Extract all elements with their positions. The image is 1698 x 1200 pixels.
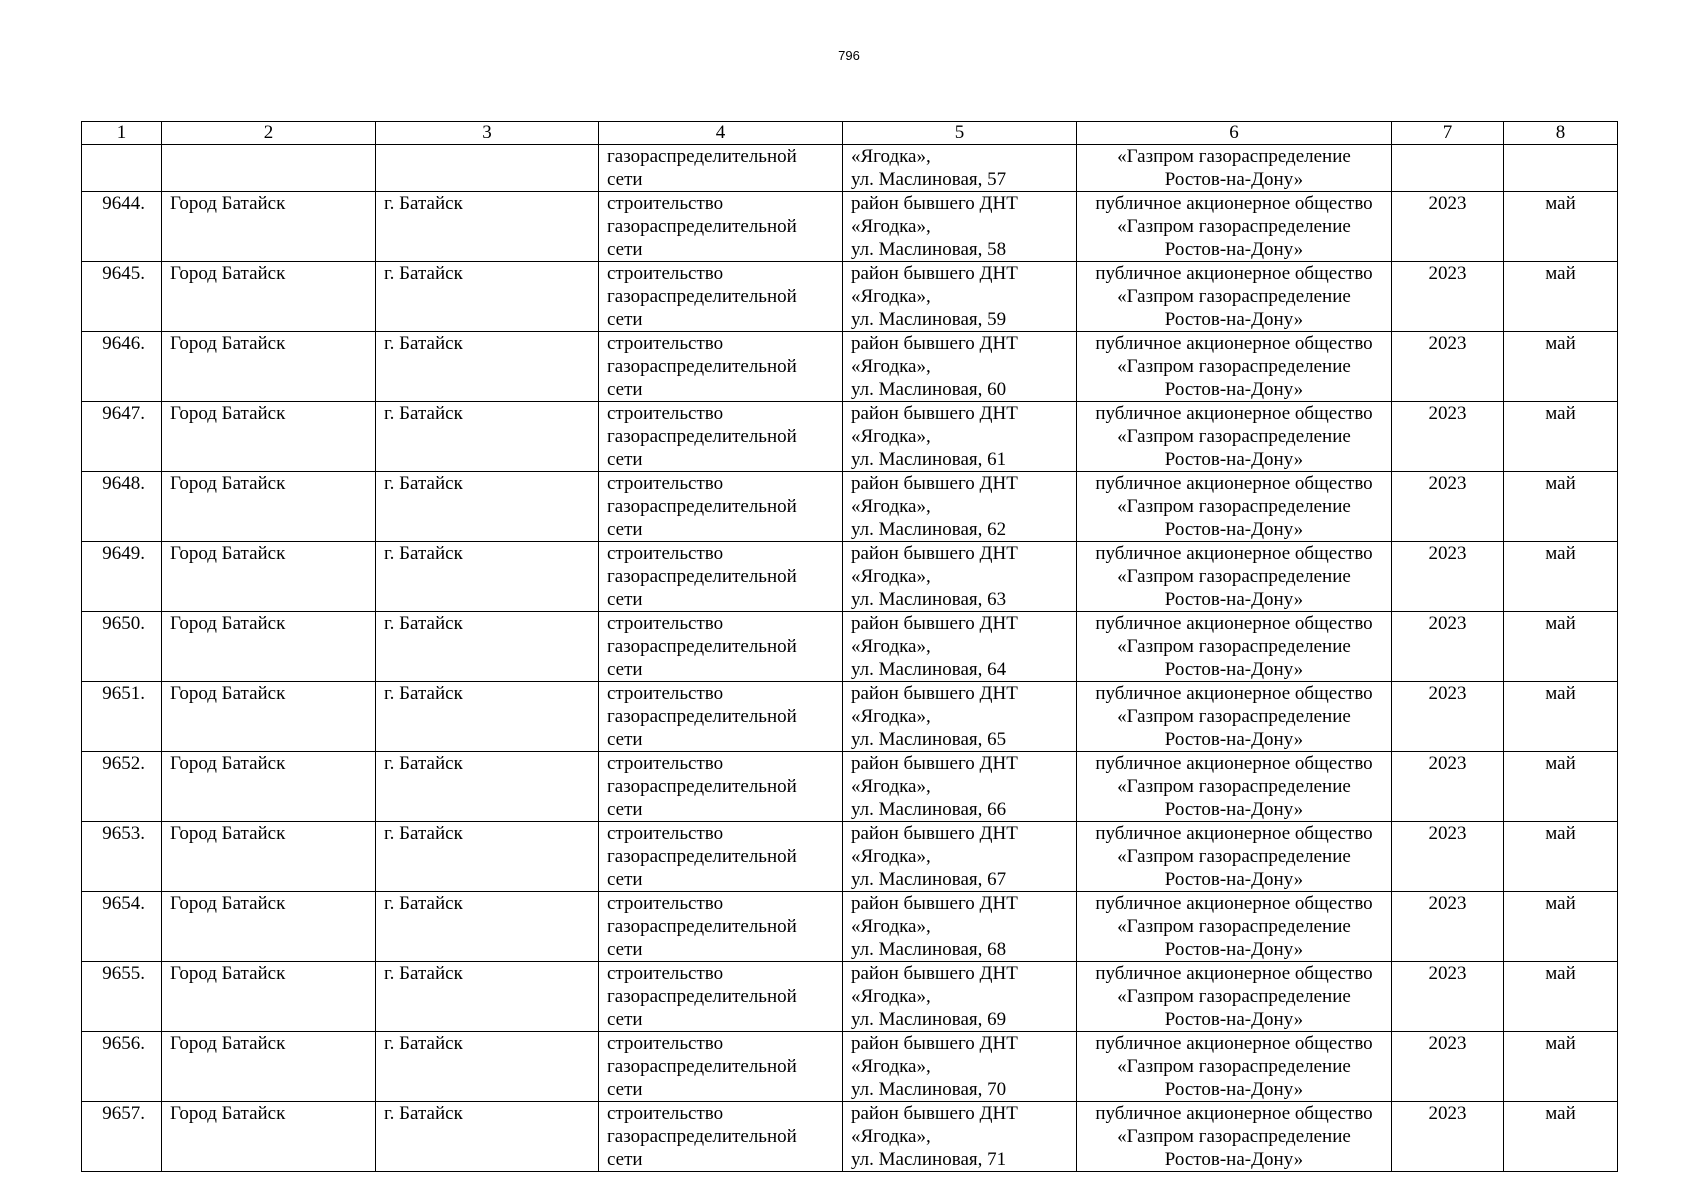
- address-line: район бывшего ДНТ: [851, 403, 1018, 424]
- organization-line: «Газпром газораспределение: [1117, 426, 1351, 447]
- address-line: район бывшего ДНТ: [851, 543, 1018, 564]
- organization-line: Ростов-на-Дону»: [1164, 799, 1304, 820]
- cell-settlement: г. Батайск: [376, 1032, 599, 1102]
- cell-address: [843, 682, 1077, 752]
- address-line: район бывшего ДНТ: [851, 193, 1018, 214]
- cell-organization: [1077, 892, 1392, 962]
- organization-line: «Газпром газораспределение: [1117, 566, 1351, 587]
- cell-year: 2023: [1392, 1102, 1504, 1172]
- work-line: строительство: [607, 403, 724, 424]
- work-line: сети: [607, 449, 643, 470]
- cell-municipality: Город Батайск: [162, 682, 376, 752]
- header-cell-1: 1: [82, 122, 162, 145]
- address-line: «Ягодка»,: [851, 216, 931, 237]
- work-line: сети: [607, 869, 643, 890]
- work-line: строительство: [607, 263, 724, 284]
- work-line: строительство: [607, 683, 724, 704]
- organization-line: Ростов-на-Дону»: [1164, 239, 1304, 260]
- cell-settlement: г. Батайск: [376, 962, 599, 1032]
- header-cell-3: 3: [376, 122, 599, 145]
- address-line: район бывшего ДНТ: [851, 263, 1018, 284]
- table-row: [82, 892, 1618, 962]
- cell-municipality: Город Батайск: [162, 542, 376, 612]
- address-line: «Ягодка»,: [851, 426, 931, 447]
- cell-address: [843, 892, 1077, 962]
- organization-line: «Газпром газораспределение: [1117, 286, 1351, 307]
- address-line: ул. Маслиновая, 71: [851, 1149, 1007, 1170]
- work-line: строительство: [607, 613, 724, 634]
- work-line: сети: [607, 939, 643, 960]
- work-line: газораспределительной: [607, 706, 797, 727]
- address-line: район бывшего ДНТ: [851, 893, 1018, 914]
- work-line: газораспределительной: [607, 776, 797, 797]
- cell-municipality: Город Батайск: [162, 262, 376, 332]
- organization-line: «Газпром газораспределение: [1117, 216, 1351, 237]
- header-cell-5: 5: [843, 122, 1077, 145]
- cell-address: [843, 612, 1077, 682]
- continuation-row: [82, 145, 1618, 192]
- cell-settlement: г. Батайск: [376, 682, 599, 752]
- work-line: строительство: [607, 963, 724, 984]
- work-line: газораспределительной: [607, 286, 797, 307]
- cell-work: [599, 612, 843, 682]
- table-row: [82, 402, 1618, 472]
- organization-line: публичное акционерное общество: [1095, 543, 1373, 564]
- cell-settlement: г. Батайск: [376, 402, 599, 472]
- cell-year: 2023: [1392, 612, 1504, 682]
- work-line: сети: [607, 309, 643, 330]
- cell-address: [843, 332, 1077, 402]
- cell-address: [843, 262, 1077, 332]
- cell-organization: [1077, 752, 1392, 822]
- address-line: «Ягодка»,: [851, 706, 931, 727]
- address-line: «Ягодка»,: [851, 636, 931, 657]
- cell-number: 9656.: [82, 1032, 162, 1102]
- cell-address: [843, 145, 1077, 192]
- cell-number: 9648.: [82, 472, 162, 542]
- address-line: район бывшего ДНТ: [851, 333, 1018, 354]
- work-line: газораспределительной: [607, 356, 797, 377]
- organization-line: «Газпром газораспределение: [1117, 636, 1351, 657]
- table-row: [82, 962, 1618, 1032]
- address-line: ул. Маслиновая, 70: [851, 1079, 1007, 1100]
- address-line: ул. Маслиновая, 59: [851, 309, 1007, 330]
- cell-settlement: г. Батайск: [376, 192, 599, 262]
- organization-line: «Газпром газораспределение: [1117, 846, 1351, 867]
- cell-number: 9645.: [82, 262, 162, 332]
- cell-work: [599, 822, 843, 892]
- organization-line: Ростов-на-Дону»: [1164, 309, 1304, 330]
- work-line: сети: [607, 1149, 643, 1170]
- cell-work: [599, 402, 843, 472]
- address-line: ул. Маслиновая, 57: [851, 169, 1007, 190]
- address-line: район бывшего ДНТ: [851, 613, 1018, 634]
- address-line: район бывшего ДНТ: [851, 683, 1018, 704]
- organization-line: «Газпром газораспределение: [1117, 1126, 1351, 1147]
- organization-line: публичное акционерное общество: [1095, 473, 1373, 494]
- organization-line: публичное акционерное общество: [1095, 613, 1373, 634]
- work-line: сети: [607, 379, 643, 400]
- organization-line: Ростов-на-Дону»: [1164, 869, 1304, 890]
- cell-number: 9644.: [82, 192, 162, 262]
- cell-number: 9651.: [82, 682, 162, 752]
- cell-year: [1392, 145, 1504, 192]
- header-cell-8: 8: [1504, 122, 1618, 145]
- organization-line: «Газпром газораспределение: [1117, 706, 1351, 727]
- cell-organization: [1077, 682, 1392, 752]
- work-line: газораспределительной: [607, 636, 797, 657]
- registry-table: [81, 121, 1618, 1172]
- work-line: строительство: [607, 193, 724, 214]
- table-row: [82, 1102, 1618, 1172]
- organization-line: публичное акционерное общество: [1095, 753, 1373, 774]
- organization-line: Ростов-на-Дону»: [1164, 659, 1304, 680]
- cell-work: [599, 542, 843, 612]
- cell-organization: [1077, 1102, 1392, 1172]
- address-line: район бывшего ДНТ: [851, 823, 1018, 844]
- organization-line: Ростов-на-Дону»: [1164, 519, 1304, 540]
- cell-year: 2023: [1392, 752, 1504, 822]
- cell-address: [843, 1032, 1077, 1102]
- work-line: сети: [607, 239, 643, 260]
- work-line: газораспределительной: [607, 146, 797, 167]
- work-line: сети: [607, 729, 643, 750]
- cell-settlement: г. Батайск: [376, 1102, 599, 1172]
- table-body: [82, 145, 1618, 1172]
- cell-settlement: г. Батайск: [376, 822, 599, 892]
- cell-month: май: [1504, 262, 1618, 332]
- table-row: [82, 472, 1618, 542]
- organization-line: Ростов-на-Дону»: [1164, 729, 1304, 750]
- organization-line: публичное акционерное общество: [1095, 893, 1373, 914]
- address-line: район бывшего ДНТ: [851, 473, 1018, 494]
- organization-line: публичное акционерное общество: [1095, 1103, 1373, 1124]
- table-row: [82, 682, 1618, 752]
- address-line: «Ягодка»,: [851, 986, 931, 1007]
- cell-year: 2023: [1392, 822, 1504, 892]
- organization-line: публичное акционерное общество: [1095, 403, 1373, 424]
- cell-month: май: [1504, 472, 1618, 542]
- organization-line: Ростов-на-Дону»: [1164, 1079, 1304, 1100]
- cell-year: 2023: [1392, 332, 1504, 402]
- table-row: [82, 542, 1618, 612]
- address-line: ул. Маслиновая, 66: [851, 799, 1007, 820]
- organization-line: Ростов-на-Дону»: [1164, 379, 1304, 400]
- organization-line: публичное акционерное общество: [1095, 333, 1373, 354]
- work-line: газораспределительной: [607, 1126, 797, 1147]
- cell-address: [843, 1102, 1077, 1172]
- address-line: «Ягодка»,: [851, 496, 931, 517]
- cell-address: [843, 542, 1077, 612]
- cell-work: [599, 145, 843, 192]
- work-line: сети: [607, 1079, 643, 1100]
- cell-number: 9655.: [82, 962, 162, 1032]
- organization-line: публичное акционерное общество: [1095, 193, 1373, 214]
- cell-organization: [1077, 262, 1392, 332]
- organization-line: «Газпром газораспределение: [1117, 986, 1351, 1007]
- cell-month: май: [1504, 402, 1618, 472]
- address-line: ул. Маслиновая, 67: [851, 869, 1007, 890]
- cell-number: 9646.: [82, 332, 162, 402]
- cell-organization: [1077, 145, 1392, 192]
- cell-month: май: [1504, 1032, 1618, 1102]
- table-row: [82, 332, 1618, 402]
- work-line: сети: [607, 169, 643, 190]
- cell-month: май: [1504, 1102, 1618, 1172]
- cell-address: [843, 192, 1077, 262]
- address-line: «Ягодка»,: [851, 1056, 931, 1077]
- cell-settlement: г. Батайск: [376, 472, 599, 542]
- organization-line: Ростов-на-Дону»: [1164, 449, 1304, 470]
- table-row: [82, 1032, 1618, 1102]
- header-cell-6: 6: [1077, 122, 1392, 145]
- cell-municipality: Город Батайск: [162, 332, 376, 402]
- organization-line: «Газпром газораспределение: [1117, 1056, 1351, 1077]
- page-number: 796: [838, 48, 860, 63]
- address-line: ул. Маслиновая, 64: [851, 659, 1007, 680]
- cell-month: май: [1504, 612, 1618, 682]
- work-line: сети: [607, 589, 643, 610]
- organization-line: Ростов-на-Дону»: [1164, 169, 1304, 190]
- address-line: ул. Маслиновая, 60: [851, 379, 1007, 400]
- cell-organization: [1077, 192, 1392, 262]
- cell-month: май: [1504, 332, 1618, 402]
- cell-year: 2023: [1392, 262, 1504, 332]
- cell-address: [843, 962, 1077, 1032]
- address-line: ул. Маслиновая, 69: [851, 1009, 1007, 1030]
- organization-line: Ростов-на-Дону»: [1164, 589, 1304, 610]
- address-line: «Ягодка»,: [851, 776, 931, 797]
- cell-organization: [1077, 472, 1392, 542]
- cell-work: [599, 332, 843, 402]
- address-line: район бывшего ДНТ: [851, 753, 1018, 774]
- cell-work: [599, 262, 843, 332]
- header-cell-7: 7: [1392, 122, 1504, 145]
- cell-organization: [1077, 1032, 1392, 1102]
- address-line: «Ягодка»,: [851, 566, 931, 587]
- cell-work: [599, 892, 843, 962]
- work-line: строительство: [607, 753, 724, 774]
- work-line: строительство: [607, 1033, 724, 1054]
- work-line: газораспределительной: [607, 846, 797, 867]
- cell-municipality: Город Батайск: [162, 892, 376, 962]
- work-line: строительство: [607, 333, 724, 354]
- address-line: «Ягодка»,: [851, 286, 931, 307]
- organization-line: публичное акционерное общество: [1095, 683, 1373, 704]
- organization-line: «Газпром газораспределение: [1117, 146, 1351, 167]
- cell-organization: [1077, 542, 1392, 612]
- header-row: [82, 122, 1618, 145]
- organization-line: «Газпром газораспределение: [1117, 496, 1351, 517]
- cell-month: май: [1504, 962, 1618, 1032]
- organization-line: Ростов-на-Дону»: [1164, 939, 1304, 960]
- cell-municipality: Город Батайск: [162, 1032, 376, 1102]
- table-row: [82, 262, 1618, 332]
- cell-year: 2023: [1392, 192, 1504, 262]
- header-cell-2: 2: [162, 122, 376, 145]
- address-line: «Ягодка»,: [851, 916, 931, 937]
- cell-address: [843, 472, 1077, 542]
- cell-address: [843, 752, 1077, 822]
- cell-settlement: г. Батайск: [376, 892, 599, 962]
- work-line: газораспределительной: [607, 426, 797, 447]
- organization-line: публичное акционерное общество: [1095, 823, 1373, 844]
- work-line: сети: [607, 659, 643, 680]
- cell-year: 2023: [1392, 682, 1504, 752]
- table-header: [82, 122, 1618, 145]
- cell-month: май: [1504, 682, 1618, 752]
- work-line: строительство: [607, 893, 724, 914]
- address-line: ул. Маслиновая, 61: [851, 449, 1007, 470]
- cell-number: 9647.: [82, 402, 162, 472]
- cell-organization: [1077, 402, 1392, 472]
- organization-line: публичное акционерное общество: [1095, 263, 1373, 284]
- cell-work: [599, 752, 843, 822]
- cell-year: 2023: [1392, 962, 1504, 1032]
- address-line: район бывшего ДНТ: [851, 1103, 1018, 1124]
- cell-month: май: [1504, 892, 1618, 962]
- cell-organization: [1077, 962, 1392, 1032]
- cell-month: май: [1504, 752, 1618, 822]
- cell-municipality: Город Батайск: [162, 612, 376, 682]
- cell-organization: [1077, 332, 1392, 402]
- cell-work: [599, 1032, 843, 1102]
- cell-number: 9653.: [82, 822, 162, 892]
- work-line: газораспределительной: [607, 496, 797, 517]
- table-row: [82, 752, 1618, 822]
- cell-municipality: Город Батайск: [162, 1102, 376, 1172]
- cell-organization: [1077, 612, 1392, 682]
- cell-municipality: Город Батайск: [162, 822, 376, 892]
- cell-settlement: г. Батайск: [376, 262, 599, 332]
- cell-month: [1504, 145, 1618, 192]
- cell-settlement: г. Батайск: [376, 542, 599, 612]
- address-line: ул. Маслиновая, 63: [851, 589, 1007, 610]
- work-line: газораспределительной: [607, 1056, 797, 1077]
- organization-line: Ростов-на-Дону»: [1164, 1009, 1304, 1030]
- cell-address: [843, 822, 1077, 892]
- cell-year: 2023: [1392, 402, 1504, 472]
- table-row: [82, 822, 1618, 892]
- cell-settlement: г. Батайск: [376, 752, 599, 822]
- work-line: сети: [607, 519, 643, 540]
- organization-line: публичное акционерное общество: [1095, 1033, 1373, 1054]
- cell-address: [843, 402, 1077, 472]
- work-line: сети: [607, 1009, 643, 1030]
- work-line: строительство: [607, 823, 724, 844]
- address-line: ул. Маслиновая, 68: [851, 939, 1007, 960]
- address-line: район бывшего ДНТ: [851, 963, 1018, 984]
- cell-municipality: Город Батайск: [162, 192, 376, 262]
- address-line: «Ягодка»,: [851, 846, 931, 867]
- work-line: строительство: [607, 1103, 724, 1124]
- cell-year: 2023: [1392, 1032, 1504, 1102]
- address-line: ул. Маслиновая, 58: [851, 239, 1007, 260]
- cell-number: [82, 145, 162, 192]
- work-line: строительство: [607, 543, 724, 564]
- address-line: «Ягодка»,: [851, 356, 931, 377]
- cell-organization: [1077, 822, 1392, 892]
- work-line: газораспределительной: [607, 916, 797, 937]
- header-cell-4: 4: [599, 122, 843, 145]
- cell-year: 2023: [1392, 892, 1504, 962]
- cell-number: 9657.: [82, 1102, 162, 1172]
- table-row: [82, 612, 1618, 682]
- work-line: сети: [607, 799, 643, 820]
- cell-year: 2023: [1392, 542, 1504, 612]
- cell-work: [599, 1102, 843, 1172]
- cell-settlement: [376, 145, 599, 192]
- address-line: «Ягодка»,: [851, 1126, 931, 1147]
- cell-work: [599, 962, 843, 1032]
- address-line: район бывшего ДНТ: [851, 1033, 1018, 1054]
- address-line: «Ягодка»,: [851, 146, 931, 167]
- cell-number: 9650.: [82, 612, 162, 682]
- organization-line: публичное акционерное общество: [1095, 963, 1373, 984]
- cell-month: май: [1504, 192, 1618, 262]
- work-line: газораспределительной: [607, 986, 797, 1007]
- cell-municipality: [162, 145, 376, 192]
- cell-number: 9649.: [82, 542, 162, 612]
- address-line: ул. Маслиновая, 65: [851, 729, 1007, 750]
- table-row: [82, 192, 1618, 262]
- cell-work: [599, 192, 843, 262]
- organization-line: «Газпром газораспределение: [1117, 916, 1351, 937]
- work-line: строительство: [607, 473, 724, 494]
- cell-year: 2023: [1392, 472, 1504, 542]
- cell-municipality: Город Батайск: [162, 402, 376, 472]
- cell-month: май: [1504, 542, 1618, 612]
- cell-work: [599, 682, 843, 752]
- cell-work: [599, 472, 843, 542]
- work-line: газораспределительной: [607, 566, 797, 587]
- work-line: газораспределительной: [607, 216, 797, 237]
- cell-settlement: г. Батайск: [376, 612, 599, 682]
- address-line: ул. Маслиновая, 62: [851, 519, 1007, 540]
- cell-municipality: Город Батайск: [162, 472, 376, 542]
- cell-number: 9654.: [82, 892, 162, 962]
- organization-line: «Газпром газораспределение: [1117, 776, 1351, 797]
- cell-month: май: [1504, 822, 1618, 892]
- organization-line: Ростов-на-Дону»: [1164, 1149, 1304, 1170]
- cell-municipality: Город Батайск: [162, 962, 376, 1032]
- organization-line: «Газпром газораспределение: [1117, 356, 1351, 377]
- cell-municipality: Город Батайск: [162, 752, 376, 822]
- cell-number: 9652.: [82, 752, 162, 822]
- cell-settlement: г. Батайск: [376, 332, 599, 402]
